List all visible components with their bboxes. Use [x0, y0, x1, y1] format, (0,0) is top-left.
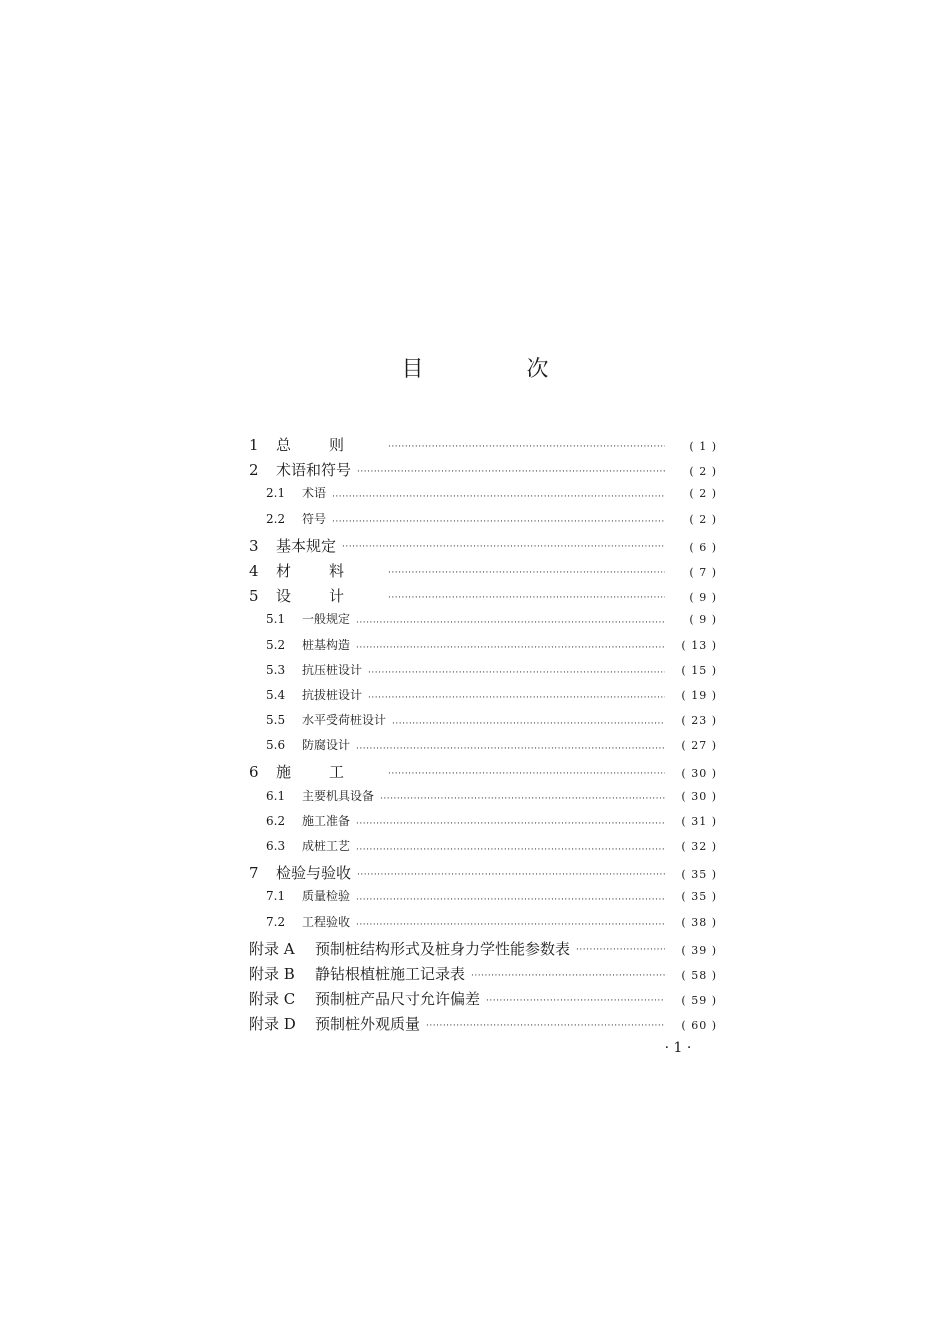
dot-leader	[342, 542, 665, 552]
toc-entry-label: 质量检验	[302, 889, 351, 904]
toc-entry-number: 7	[249, 864, 259, 883]
toc-entry-number: 5.6	[266, 738, 286, 753]
toc-entry-page: ( 13 )	[681, 638, 717, 652]
dot-leader	[356, 845, 665, 855]
dot-leader	[356, 819, 665, 829]
toc-entry[interactable]	[249, 686, 717, 711]
toc-entry-page: ( 27 )	[681, 739, 717, 753]
toc-entry[interactable]	[249, 434, 717, 459]
toc-entry-page: ( 60 )	[681, 1019, 717, 1033]
toc-entry-label: 材料	[276, 561, 383, 580]
dot-leader	[368, 693, 665, 703]
toc-entry-label: 静钻根植桩施工记录表	[315, 964, 466, 983]
toc-entry-page: ( 19 )	[681, 688, 717, 702]
toc-entry[interactable]	[249, 761, 717, 786]
toc-entry[interactable]	[249, 913, 717, 938]
toc-entry-number: 5.4	[266, 687, 286, 702]
toc-entry-page: ( 30 )	[681, 789, 717, 803]
toc-entry-page: ( 32 )	[681, 840, 717, 853]
page-number: · 1 ·	[664, 1040, 692, 1056]
toc-entry-label: 施工准备	[302, 813, 351, 828]
toc-entry[interactable]	[249, 938, 717, 963]
dot-leader	[426, 1021, 665, 1031]
toc-entry-page: ( 59 )	[681, 994, 717, 1008]
toc-entry[interactable]	[249, 812, 717, 837]
toc-entry-page: ( 30 )	[681, 767, 717, 781]
toc-entry-page: ( 39 )	[681, 943, 717, 957]
toc-entry-label: 预制桩产品尺寸允许偏差	[315, 990, 481, 1009]
toc-entry-label: 术语和符号	[276, 461, 352, 480]
dot-leader	[356, 618, 665, 628]
dot-leader	[356, 920, 665, 930]
toc-entry[interactable]	[249, 787, 717, 812]
page-title: 目 次	[401, 357, 597, 382]
toc-entry-number: 2	[249, 461, 259, 480]
toc-entry-label: 一般规定	[302, 612, 351, 627]
table-of-contents	[249, 434, 717, 1039]
toc-entry-label: 检验与验收	[276, 864, 352, 883]
dot-leader	[332, 492, 665, 502]
dot-leader	[356, 895, 665, 905]
toc-entry-page: ( 2 )	[689, 512, 717, 526]
toc-entry-number: 6.1	[266, 788, 286, 803]
toc-entry-number: 5	[249, 587, 259, 606]
dot-leader	[357, 467, 665, 477]
toc-entry-label: 防腐设计	[302, 738, 351, 753]
toc-entry-number: 1	[249, 436, 259, 454]
toc-entry-number: 7.2	[266, 914, 286, 929]
toc-entry[interactable]	[249, 887, 717, 912]
toc-entry[interactable]	[249, 837, 717, 862]
dot-leader	[388, 442, 665, 452]
dot-leader	[332, 517, 665, 527]
toc-entry-number: 附录 D	[249, 1015, 296, 1034]
toc-entry-page: ( 15 )	[681, 663, 717, 677]
toc-entry[interactable]	[249, 560, 717, 585]
toc-entry-page: ( 35 )	[681, 868, 717, 882]
toc-entry-label: 符号	[302, 511, 327, 526]
toc-entry-page: ( 9 )	[689, 613, 717, 627]
toc-entry-label: 术语	[302, 486, 327, 501]
toc-entry-label: 施工	[276, 763, 383, 782]
toc-entry-label: 设计	[276, 587, 383, 606]
toc-entry-label: 基本规定	[276, 536, 337, 555]
toc-entry[interactable]	[249, 988, 717, 1013]
toc-entry-page: ( 35 )	[681, 890, 717, 904]
dot-leader	[356, 744, 665, 754]
toc-entry-label: 工程验收	[302, 914, 351, 929]
toc-entry-page: ( 9 )	[689, 591, 717, 605]
toc-entry[interactable]	[249, 459, 717, 484]
toc-entry-number: 5.2	[266, 637, 286, 652]
toc-entry-number: 附录 B	[249, 964, 295, 983]
toc-entry-number: 5.5	[266, 713, 286, 728]
toc-entry-label: 预制桩外观质量	[315, 1015, 421, 1034]
toc-entry[interactable]	[249, 963, 717, 988]
toc-entry-page: ( 2 )	[689, 465, 717, 479]
dot-leader	[471, 971, 665, 981]
toc-entry-page: ( 6 )	[689, 540, 717, 554]
toc-entry-label: 主要机具设备	[302, 788, 375, 803]
toc-entry[interactable]	[249, 610, 717, 635]
toc-entry[interactable]	[249, 862, 717, 887]
toc-entry-label: 预制桩结构形式及桩身力学性能参数表	[315, 939, 571, 958]
toc-entry[interactable]	[249, 661, 717, 686]
toc-entry-number: 附录 C	[249, 990, 296, 1009]
toc-entry-page: ( 7 )	[689, 565, 717, 579]
dot-leader	[368, 668, 665, 678]
toc-entry[interactable]	[249, 1013, 717, 1038]
toc-entry-number: 5.1	[266, 612, 286, 627]
toc-entry-page: ( 1 )	[689, 440, 717, 453]
dot-leader	[388, 593, 665, 603]
toc-entry-label: 抗拔桩设计	[302, 687, 363, 702]
toc-entry-number: 2.1	[266, 486, 286, 501]
toc-entry[interactable]	[249, 636, 717, 661]
toc-entry-number: 4	[249, 561, 259, 580]
dot-leader	[388, 769, 665, 779]
toc-entry[interactable]	[249, 736, 717, 761]
toc-entry[interactable]	[249, 510, 717, 535]
toc-entry-label: 抗压桩设计	[302, 662, 363, 677]
dot-leader	[486, 996, 665, 1006]
toc-entry[interactable]	[249, 484, 717, 509]
toc-entry-page: ( 38 )	[681, 915, 717, 929]
toc-entry-number: 5.3	[266, 662, 286, 677]
dot-leader	[388, 568, 665, 578]
toc-entry-label: 桩基构造	[302, 637, 351, 652]
dot-leader	[576, 945, 665, 955]
toc-entry-number: 6	[249, 763, 259, 782]
toc-entry[interactable]	[249, 711, 717, 736]
toc-entry-page: ( 58 )	[681, 968, 717, 982]
toc-entry-page: ( 23 )	[681, 714, 717, 728]
toc-entry-number: 2.2	[266, 511, 286, 526]
toc-entry-number: 6.2	[266, 813, 286, 828]
toc-entry-label: 水平受荷桩设计	[302, 713, 387, 728]
toc-entry-number: 7.1	[266, 889, 286, 904]
toc-entry-page: ( 31 )	[681, 814, 717, 828]
toc-entry-number: 附录 A	[249, 939, 295, 958]
toc-entry-number: 3	[249, 536, 259, 555]
toc-entry-number: 6.3	[266, 839, 286, 853]
toc-entry[interactable]	[249, 535, 717, 560]
dot-leader	[380, 794, 665, 804]
dot-leader	[356, 643, 665, 653]
toc-entry-label: 成桩工艺	[302, 839, 351, 853]
toc-entry[interactable]	[249, 585, 717, 610]
dot-leader	[392, 719, 665, 729]
dot-leader	[357, 870, 665, 880]
toc-entry-label: 总则	[276, 436, 383, 454]
toc-entry-page: ( 2 )	[689, 487, 717, 501]
